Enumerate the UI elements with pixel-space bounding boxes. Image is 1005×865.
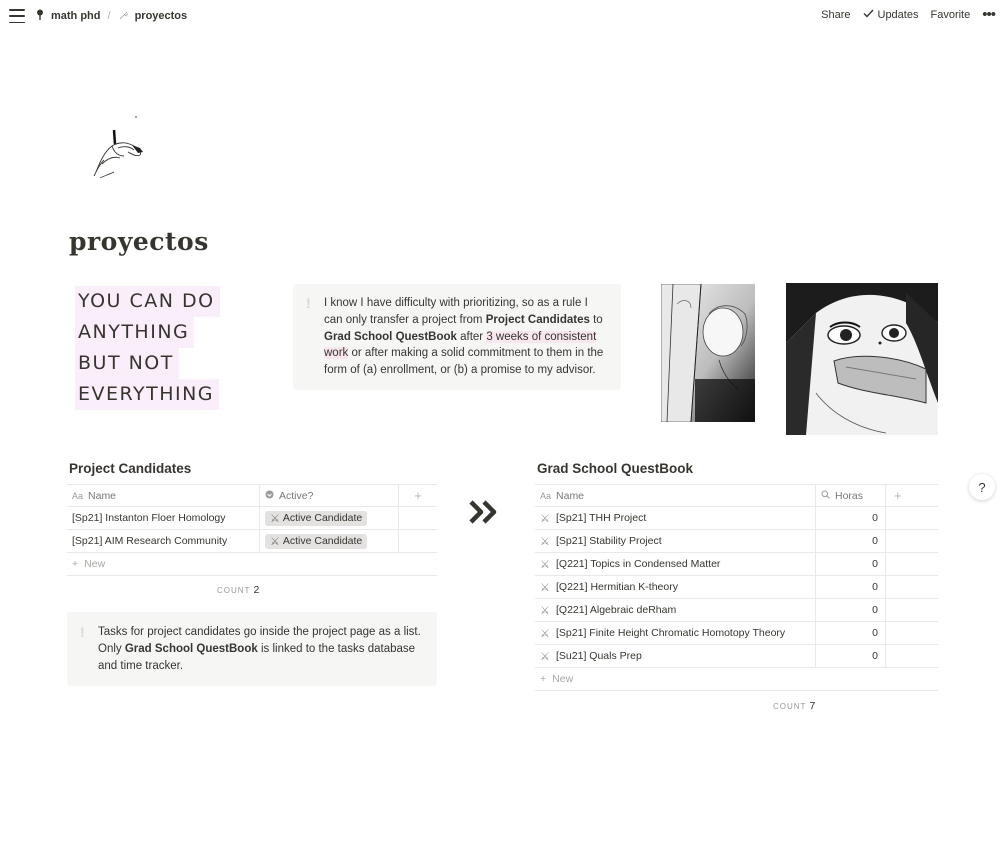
row-hours[interactable]: 0 bbox=[816, 645, 886, 667]
highlighted-text: 3 weeks of consistent work bbox=[324, 330, 597, 360]
grad-school-questbook-title[interactable]: Grad School QuestBook bbox=[537, 461, 694, 476]
table-row[interactable] bbox=[67, 507, 437, 530]
plus-icon: + bbox=[72, 558, 79, 570]
row-name[interactable]: ⚔ [Sp21] THH Project bbox=[535, 507, 816, 529]
breadcrumb-label: proyectos bbox=[134, 10, 188, 22]
motto-line: BUT NOT bbox=[75, 348, 179, 379]
motto-quote bbox=[75, 286, 255, 410]
candidates-count: COUNT 2 bbox=[217, 584, 260, 596]
row-name[interactable]: ⚔ [Q221] Topics in Condensed Matter bbox=[535, 553, 816, 575]
exclamation-icon: ! bbox=[306, 295, 311, 311]
add-property-icon[interactable]: + bbox=[894, 488, 902, 503]
project-candidates-table bbox=[67, 484, 437, 576]
crossed-swords-icon: ⚔ bbox=[540, 558, 550, 571]
prioritizing-callout: ! I know I have difficulty with prioritizing, so as a rule I can only transfer a project from Project Candidates to Grad School QuestBook after 3 weeks of consistent work or after making a solid commitment to them in the form of (a) enrollment, or (b) a promise to my advisor. bbox=[293, 284, 621, 390]
row-name[interactable]: ⚔ [Su21] Quals Prep bbox=[535, 645, 816, 667]
crossed-swords-icon: ⚔ bbox=[540, 650, 550, 663]
check-icon bbox=[863, 9, 874, 21]
active-column-header[interactable]: Active? bbox=[260, 485, 399, 506]
tasks-callout: ! Tasks for project candidates go inside the project page as a list. Only Grad School QuestBook is linked to the tasks database and time tracker. bbox=[67, 612, 437, 686]
row-hours[interactable]: 0 bbox=[816, 576, 886, 598]
empty-cell bbox=[886, 622, 938, 644]
crossed-swords-icon: ⚔ bbox=[540, 604, 550, 617]
row-name[interactable]: ⚔ [Q221] Hermitian K-theory bbox=[535, 576, 816, 598]
search-icon bbox=[821, 490, 830, 501]
project-candidates-title[interactable]: Project Candidates bbox=[69, 461, 192, 476]
crossed-swords-icon: ⚔ bbox=[540, 581, 550, 594]
table-row[interactable] bbox=[535, 599, 938, 622]
crossed-swords-icon: ⚔ bbox=[540, 512, 550, 525]
table-row[interactable] bbox=[535, 622, 938, 645]
help-button[interactable]: ? bbox=[969, 474, 995, 500]
new-row-button[interactable]: + New bbox=[67, 553, 437, 576]
manga-panel-image[interactable] bbox=[661, 284, 755, 422]
breadcrumb-separator: / bbox=[107, 10, 111, 22]
table-header bbox=[535, 484, 938, 507]
crossed-swords-icon: ⚔ bbox=[540, 627, 550, 640]
questbook-count: COUNT 7 bbox=[773, 700, 816, 712]
sketch-icon bbox=[118, 10, 130, 23]
empty-cell bbox=[399, 530, 437, 552]
favorite-button[interactable]: Favorite bbox=[930, 9, 971, 21]
active-candidate-tag: ⚔ Active Candidate bbox=[265, 534, 367, 549]
more-options-icon[interactable]: ••• bbox=[982, 6, 995, 23]
select-property-icon bbox=[265, 490, 274, 501]
empty-cell bbox=[886, 553, 938, 575]
breadcrumb-label: math phd bbox=[51, 10, 101, 22]
row-name[interactable]: ⚔ [Sp21] Stability Project bbox=[535, 530, 816, 552]
double-chevron-right-icon bbox=[468, 495, 500, 531]
table-row[interactable] bbox=[535, 507, 938, 530]
table-header bbox=[67, 484, 437, 507]
empty-cell bbox=[886, 645, 938, 667]
row-name[interactable]: ⚔ [Sp21] Finite Height Chromatic Homotopy Theory bbox=[535, 622, 816, 644]
name-column-header[interactable]: Aa Name bbox=[535, 485, 816, 506]
exclamation-icon: ! bbox=[80, 624, 85, 640]
grad-school-questbook-table bbox=[535, 484, 938, 691]
share-button[interactable]: Share bbox=[821, 9, 851, 21]
manga-face-image[interactable] bbox=[786, 283, 938, 435]
new-row-button[interactable]: + New bbox=[535, 668, 938, 691]
row-name[interactable]: ⚔ [Q221] Algebraic deRham bbox=[535, 599, 816, 621]
page-title: proyectos bbox=[69, 227, 209, 256]
hours-column-header[interactable]: Horas bbox=[816, 485, 886, 506]
empty-cell bbox=[886, 530, 938, 552]
active-candidate-tag: ⚔ Active Candidate bbox=[265, 511, 367, 526]
table-row[interactable] bbox=[535, 645, 938, 668]
table-row[interactable] bbox=[535, 530, 938, 553]
updates-button[interactable]: Updates bbox=[863, 9, 919, 21]
empty-cell bbox=[886, 599, 938, 621]
row-hours[interactable]: 0 bbox=[816, 622, 886, 644]
breadcrumb bbox=[34, 9, 187, 23]
row-hours[interactable]: 0 bbox=[816, 530, 886, 552]
row-active[interactable] bbox=[260, 507, 399, 529]
add-property-icon[interactable]: + bbox=[414, 488, 422, 503]
row-name[interactable]: [Sp21] AIM Research Community bbox=[67, 530, 260, 552]
table-row[interactable] bbox=[67, 530, 437, 553]
motto-line: ANYTHING bbox=[75, 317, 194, 348]
pin-icon bbox=[34, 9, 46, 23]
top-bar bbox=[0, 0, 1005, 33]
plus-icon: + bbox=[540, 673, 547, 685]
crossed-swords-icon: ⚔ bbox=[270, 512, 280, 525]
breadcrumb-proyectos[interactable] bbox=[118, 10, 188, 23]
crossed-swords-icon: ⚔ bbox=[540, 535, 550, 548]
table-row[interactable] bbox=[535, 576, 938, 599]
crossed-swords-icon: ⚔ bbox=[270, 535, 280, 548]
sidebar-menu-icon[interactable] bbox=[9, 9, 25, 23]
empty-cell bbox=[399, 507, 437, 529]
row-hours[interactable]: 0 bbox=[816, 553, 886, 575]
empty-cell bbox=[886, 507, 938, 529]
empty-cell bbox=[886, 576, 938, 598]
row-name[interactable]: [Sp21] Instanton Floer Homology bbox=[67, 507, 260, 529]
motto-line: EVERYTHING bbox=[75, 379, 219, 410]
text-property-icon: Aa bbox=[540, 490, 552, 501]
row-hours[interactable]: 0 bbox=[816, 599, 886, 621]
name-column-header[interactable]: Aa Name bbox=[67, 485, 260, 506]
breadcrumb-math-phd[interactable] bbox=[34, 9, 101, 23]
text-property-icon: Aa bbox=[72, 490, 84, 501]
motto-line: YOU CAN DO bbox=[75, 286, 220, 317]
table-row[interactable] bbox=[535, 553, 938, 576]
row-active[interactable] bbox=[260, 530, 399, 552]
row-hours[interactable]: 0 bbox=[816, 507, 886, 529]
top-actions bbox=[809, 6, 995, 23]
page-icon-hand-sketch[interactable] bbox=[88, 112, 152, 184]
